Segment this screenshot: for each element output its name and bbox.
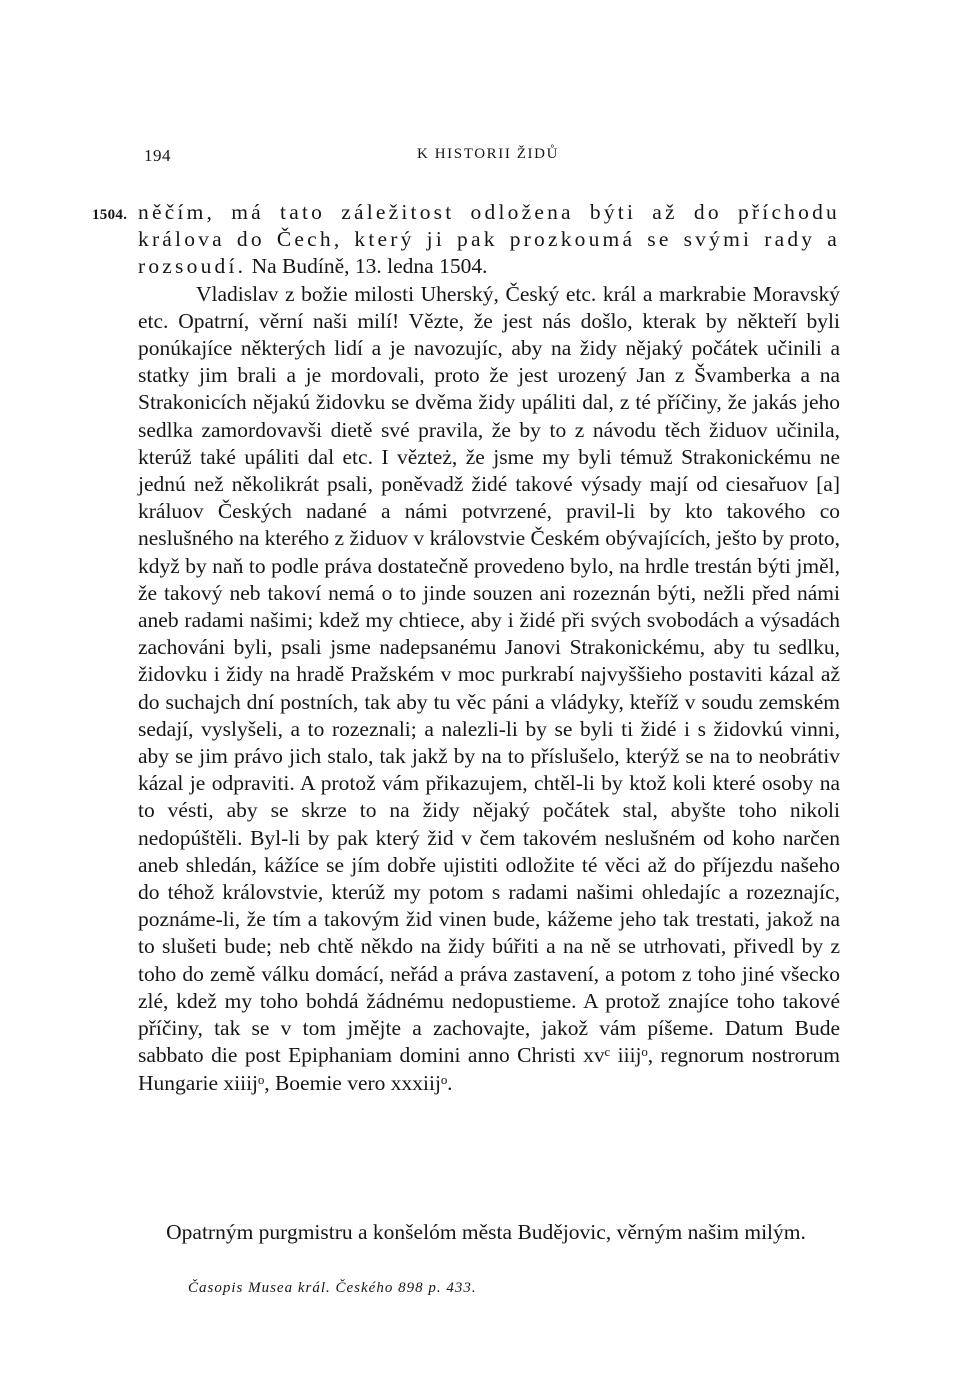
margin-year: 1504.	[92, 207, 128, 223]
letter-paragraph: Vladislav z božie milosti Uherský, Český etc. král a markrabie Moravský etc. Opatrní, věrní naši milí! Vězte, že jest nás došlo, kterak by někteří byli ponúkajíce některých lidí a je navozujíc, aby na židy nějaký počátek učinili a statky jim brali a je mordovali, proto že jest urozený Jan z Švamberka a na Strakonicích nějakú židovku se dvěma židy upáliti dal, z té příčiny, že jakás jeho sedlka zamordovavši dietě své pravila, že by to z návodu těch židuov učinila, kterúž také upáliti dal etc. I vězteż, že jsme my byli témuž Strakonickému ne jednú než několikrát psali, poněvadž židé takové výsady mají od ciesařuov [a] králuov Českých nadané a námi potvrzené, pravil-li by kto takového co neslušného na kterého z židuov v královstvie Českém obývajících, ješto by proto, když by naň to podle práva dostatečně provedeno bylo, na hrdle trestán býti jměl, že takový neb takoví nemá o to jinde souzen ani rozeznán býti, nežli před námi aneb radami našimi; kdež my chtiece, aby i židé při svých svobodách a výsadách zachováni byli, psali jsme nadepsanému Janovi Strakonickému, aby tu sedlku, židovku i židy na hradě Pražském v moc purkrabí najvyššieho postaviti kázal až do suchajch dní postních, tak aby tu věc páni a vládyky, kteříž v soudu zemském sedají, vyslyšeli, a to rozeznali; a nalezli-li by se byli ti židé i s židovkú vinni, aby se jim právo jich stalo, tak jakž by na to příslušelo, kterýž se na to neobrátiv kázal je odpraviti. A protož vám přikazujem, chtěl-li by ktož koli které osoby na to vésti, aby se skrze to na židy nějaký počátek stal, abyšte toho nikoli nedopúštěli. Byl-li by pak který žid v čem takovém neslušném od koho narčen aneb shledán, kážíce se jím dobře ujistiti odložite té věci až do příjezdu našeho do téhož královstvie, kterúž my potom s radami našimi ohledajíc a rozeznajíc, poznáme-li, že tím a takovým žid vinen bude, kážeme jeho tak trestati, jakož na to slušeti bude; neb chtě někdo na židy búřiti a na ně se utrhovati, přivedl by z toho do země válku domácí, neřád a práva zastavení, a potom z toho jiné všecko zlé, kdež my toho bohdá žádnému nedopustieme. A protož znajíce toho takové příčiny, tak se v tom jmějte a zachovajte, jakož vám píšeme. Datum Bude sabbato die post Epiphaniam domini anno Christi xvᶜ iiijᵒ, regnorum nostrorum Hungarie xiiijᵒ, Boemie vero xxxiijᵒ.	[138, 281, 840, 1095]
source-citation: Časopis Musea král. Českého 898 p. 433.	[188, 1280, 477, 1296]
page-number: 194	[144, 146, 171, 165]
intro-date: Na Budíně, 13. ledna 1504.	[246, 254, 488, 279]
running-head	[138, 146, 838, 170]
running-title: K HISTORII ŽIDŮ	[416, 146, 560, 162]
address-line: Opatrným purgmistru a konšelóm města Budějovic, věrným našim milým.	[166, 1220, 806, 1244]
body-text	[138, 199, 840, 1097]
intro-paragraph	[138, 199, 840, 281]
intro-spaced-text: něčím, má tato záležitost odložena býti až do příchodu králova do Čech, který ji pak prozkoumá se svými rady a rozsoudí.	[138, 200, 840, 279]
